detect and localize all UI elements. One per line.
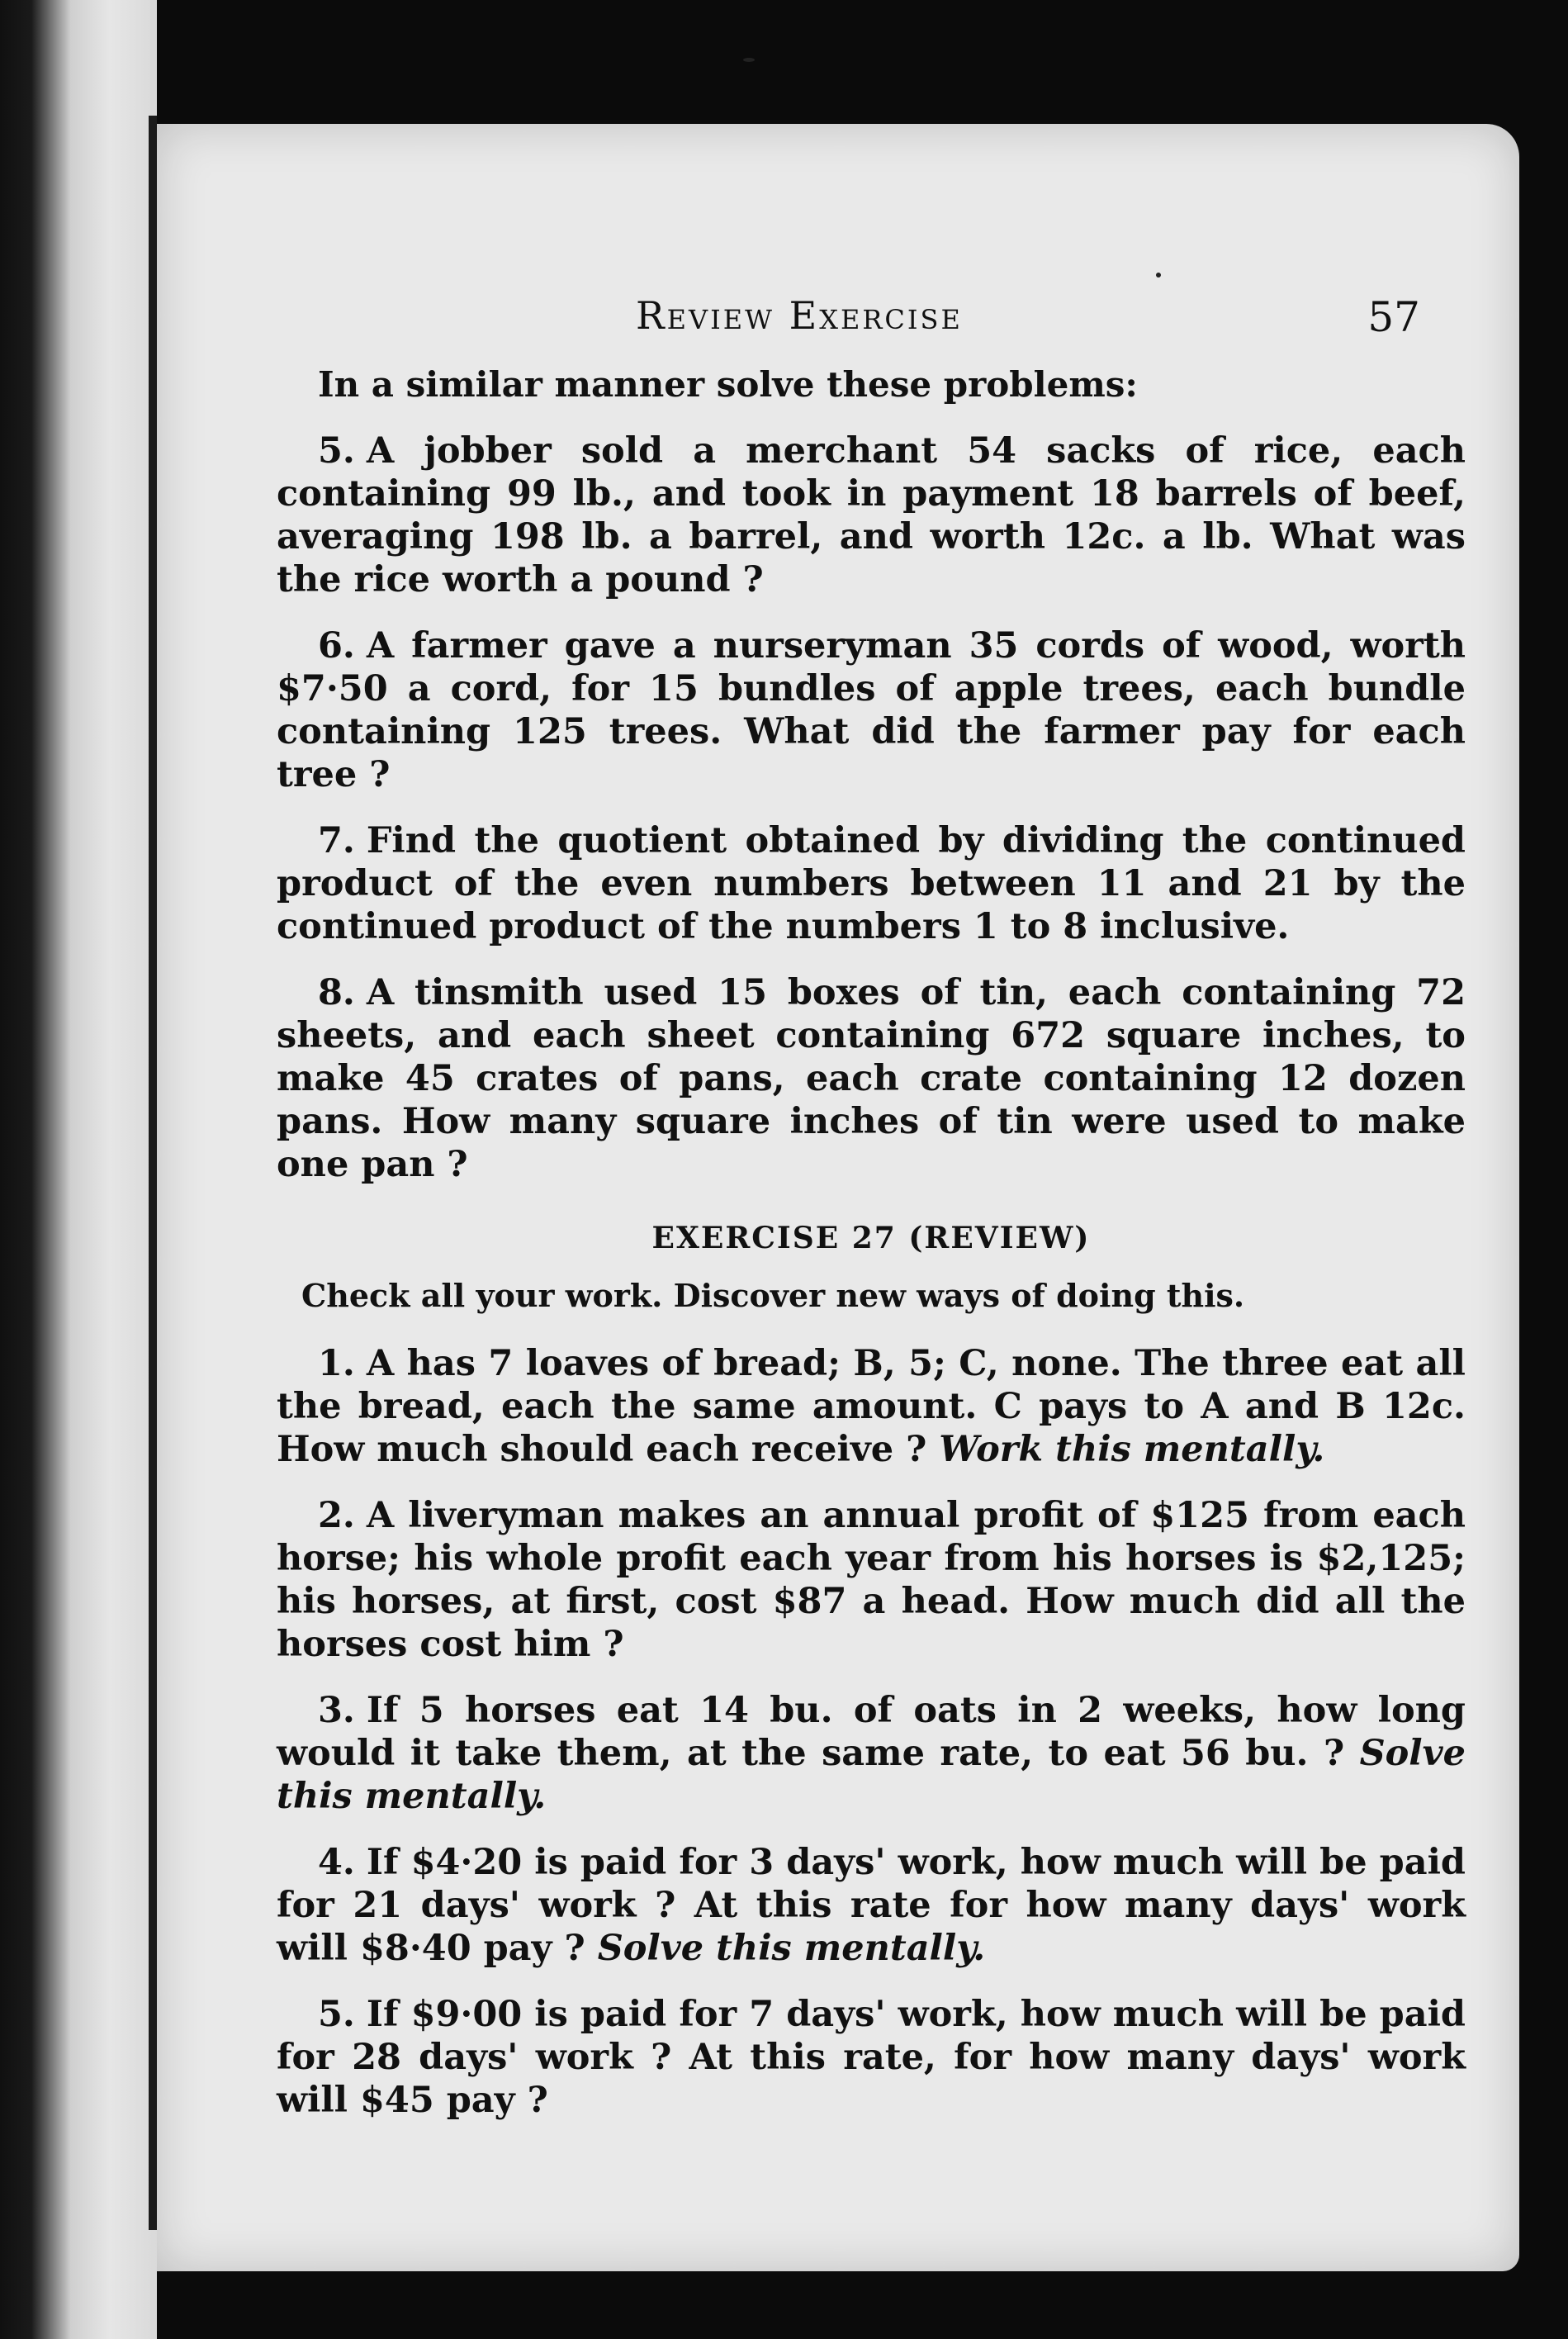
problem-emphasis: Solve this mentally. (597, 1928, 986, 1969)
problem-number: 2. (318, 1495, 355, 1536)
book-page (157, 124, 1519, 2271)
problem-number: 6. (318, 625, 355, 667)
problem-text: A has 7 loaves of bread; B, 5; C, none. The three eat all the bread, each the same amount. C pays to A and B 12c. How much should each receive ? (277, 1343, 1466, 1470)
problem-number: 1. (318, 1343, 355, 1384)
exercise-instruction: Check all your work. Discover new ways of doing this. (301, 1277, 1245, 1314)
review-problem-5 (277, 429, 1466, 601)
review-problem-6 (277, 624, 1466, 796)
page-content (277, 363, 1466, 2145)
book-spine (149, 116, 157, 2230)
review-intro: In a similar manner solve these problems: (318, 364, 1138, 405)
scan-speck (1156, 273, 1161, 278)
running-title: Review Exercise (636, 293, 963, 338)
problem-number: 3. (318, 1690, 355, 1731)
problem-text: A tinsmith used 15 boxes of tin, each containing 72 sheets, and each sheet containing 672 square inches, to make 45 crates of pans, each crate containing 12 dozen pans. How many square inches of tin were used to make one pan ? (277, 972, 1466, 1185)
problem-text: If $9·00 is paid for 7 days' work, how much will be paid for 28 days' work ? At this rate, for how many days' work will $45 pay ? (277, 1994, 1466, 2121)
problem-text: A farmer gave a nurseryman 35 cords of wood, worth $7·50 a cord, for 15 bundles of apple trees, each bundle containing 125 trees. What did the farmer pay for each tree ? (277, 625, 1466, 795)
problem-number: 4. (318, 1842, 355, 1883)
problem-text: A jobber sold a merchant 54 sacks of rice, each containing 99 lb., and took in payment 18 barrels of beef, averaging 198 lb. a barrel, and worth 12c. a lb. What was the rice worth a pound ? (277, 430, 1466, 600)
page-header (157, 293, 1519, 359)
problem-text: Find the quotient obtained by dividing the continued product of the even numbers between 11 and 21 by the continued product of the numbers 1 to 8 inclusive. (277, 820, 1466, 947)
review-problem-7 (277, 819, 1466, 948)
exercise-problem-4 (277, 1841, 1466, 1970)
problem-text: If 5 horses eat 14 bu. of oats in 2 weeks, how long would it take them, at the same rate, to eat 56 bu. ? (277, 1690, 1466, 1774)
exercise-problem-3 (277, 1689, 1466, 1818)
problem-number: 5. (318, 1994, 355, 2035)
problem-number: 7. (318, 820, 355, 861)
scan-left-margin (0, 0, 157, 2339)
problem-emphasis: Work this mentally. (939, 1429, 1325, 1470)
problem-emphasis: Solve this mentally. (277, 1733, 1466, 1817)
exercise-problem-2 (277, 1494, 1466, 1666)
review-problem-8 (277, 971, 1466, 1186)
problem-number: 8. (318, 972, 355, 1013)
exercise-problem-5 (277, 1993, 1466, 2122)
problem-text: If $4·20 is paid for 3 days' work, how much will be paid for 21 days' work ? At this rate for how many days' work will $8·40 pay ? (277, 1842, 1466, 1969)
problem-number: 5. (318, 430, 355, 472)
exercise-problem-1 (277, 1342, 1466, 1471)
problem-text: A liveryman makes an annual profit of $125 from each horse; his whole profit each year from his horses is $2,125; his horses, at first, cost $87 a head. How much did all the horses cost him ? (277, 1495, 1466, 1665)
scan-speck (743, 58, 755, 62)
page-number: 57 (1367, 293, 1420, 341)
exercise-title: EXERCISE 27 (REVIEW) (651, 1221, 1091, 1255)
